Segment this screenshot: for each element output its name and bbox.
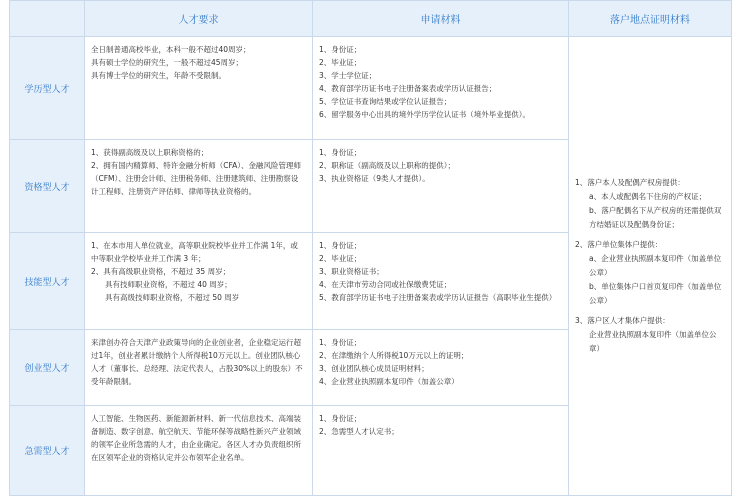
material-line: 2、毕业证； bbox=[319, 254, 362, 263]
material-line: 2、在津缴纳个人所得税10万元以上的证明； bbox=[319, 351, 469, 360]
materials-cell bbox=[313, 233, 569, 330]
category-skill: 技能型人才 bbox=[10, 233, 85, 330]
material-line: 2、职称证（副高级及以上职称的提供）； bbox=[319, 161, 456, 170]
header-requirements: 人才要求 bbox=[85, 1, 313, 37]
requirement-line: 2、拥有国内精算师、特许金融分析师（CFA）、金融风险管理师（CFM）、注册会计师、注册税务师、注册建筑师、注册勘察设计工程师、注册资产评估师、律师等执业资格的。 bbox=[91, 161, 302, 196]
requirement-line: 人工智能、生物医药、新能源新材料、新一代信息技术、高端装备制造、数字创意、航空航天、节能环保等战略性新兴产业领域的领军企业所急需的人才，由企业确定。各区人才办负责组织所在区领军企业的资格认定并公布领军企业名单。 bbox=[91, 414, 301, 462]
talent-settlement-table bbox=[9, 0, 732, 496]
material-line: 2、急需型人才认定书； bbox=[319, 427, 399, 436]
material-line: 2、毕业证； bbox=[319, 58, 362, 67]
settle-line: b、单位集体户口首页复印件（加盖单位公章） bbox=[589, 282, 722, 305]
requirement-line: 具有博士学位的研究生，年龄不受限制。 bbox=[91, 71, 226, 80]
material-line: 3、执业资格证（9类人才提供）。 bbox=[319, 174, 430, 183]
material-line: 5、教育部学历证书电子注册备案表或学历认证报告（高职毕业生提供） bbox=[319, 293, 557, 302]
table-header-row bbox=[10, 1, 732, 37]
header-blank-cell bbox=[10, 1, 85, 37]
table-row bbox=[10, 37, 732, 140]
material-line: 1、身份证； bbox=[319, 45, 362, 54]
settle-line: a、本人或配偶名下住房的产权证； bbox=[589, 192, 707, 201]
requirements-cell bbox=[85, 37, 313, 140]
requirement-line: 具有高级技师职业资格，不超过 50 周岁 bbox=[105, 293, 240, 302]
requirement-line: 全日制普通高校毕业，本科一般不超过40周岁； bbox=[91, 45, 251, 54]
materials-cell bbox=[313, 330, 569, 406]
settle-line: a、企业营业执照副本复印件（加盖单位公章） bbox=[589, 254, 722, 277]
materials-cell bbox=[313, 140, 569, 233]
material-line: 1、身份证； bbox=[319, 148, 362, 157]
settle-line: b、落户配偶名下从产权房的还需提供双方结婚证以及配偶身份证； bbox=[589, 206, 722, 229]
material-line: 1、身份证； bbox=[319, 241, 362, 250]
material-line: 1、身份证； bbox=[319, 414, 362, 423]
material-line: 3、学士学位证； bbox=[319, 71, 377, 80]
requirement-line: 1、获得副高级及以上职称资格的； bbox=[91, 148, 209, 157]
material-line: 4、在天津市劳动合同或社保缴费凭证； bbox=[319, 280, 452, 289]
material-line: 5、学位证书查询结果或学位认证报告； bbox=[319, 97, 452, 106]
requirements-cell bbox=[85, 233, 313, 330]
header-settle-materials: 落户地点证明材料 bbox=[569, 1, 732, 37]
requirement-line: 2、具有高级职业资格，不超过 35 周岁； bbox=[91, 267, 231, 276]
category-education: 学历型人才 bbox=[10, 37, 85, 140]
category-qualification: 资格型人才 bbox=[10, 140, 85, 233]
requirements-cell bbox=[85, 330, 313, 406]
material-line: 4、教育部学历证书电子注册备案表或学历认证报告； bbox=[319, 84, 497, 93]
category-urgent: 急需型人才 bbox=[10, 406, 85, 496]
requirement-line: 来津创办符合天津产业政策导向的企业创业者，企业稳定运行超过1年，创业者累计缴纳个人所得税10万元以上。创业团队核心人才（董事长、总经理、法定代表人，占股30%以上的股东）不受年龄限制。 bbox=[91, 338, 303, 386]
material-line: 3、职业资格证书； bbox=[319, 267, 384, 276]
requirement-line: 具有硕士学位的研究生，一般不超过45周岁； bbox=[91, 58, 244, 67]
settle-line: 2、落户单位集体户提供： bbox=[575, 240, 663, 249]
requirements-cell bbox=[85, 406, 313, 496]
material-line: 1、身份证； bbox=[319, 338, 362, 347]
category-entrepreneur: 创业型人才 bbox=[10, 330, 85, 406]
materials-cell bbox=[313, 406, 569, 496]
settle-line: 企业营业执照副本复印件（加盖单位公章） bbox=[589, 330, 717, 353]
material-line: 6、留学服务中心出具的境外学历学位认证书（境外毕业提供）。 bbox=[319, 110, 531, 119]
material-line: 3、创业团队核心成员证明材料； bbox=[319, 364, 429, 373]
material-line: 4、企业营业执照副本复印件（加盖公章） bbox=[319, 377, 459, 386]
settle-line: 3、落户区人才集体户提供： bbox=[575, 316, 670, 325]
header-materials: 申请材料 bbox=[313, 1, 569, 37]
settle-materials-cell bbox=[569, 37, 732, 496]
requirements-cell bbox=[85, 140, 313, 233]
settle-line: 1、落户本人及配偶产权房提供： bbox=[575, 178, 685, 187]
requirement-line: 具有技师职业资格，不超过 40 周岁； bbox=[105, 280, 232, 289]
materials-cell bbox=[313, 37, 569, 140]
requirement-line: 1、在本市用人单位就业，高等职业院校毕业并工作满 1年，或中等职业学校毕业并工作满 3 年； bbox=[91, 241, 298, 263]
